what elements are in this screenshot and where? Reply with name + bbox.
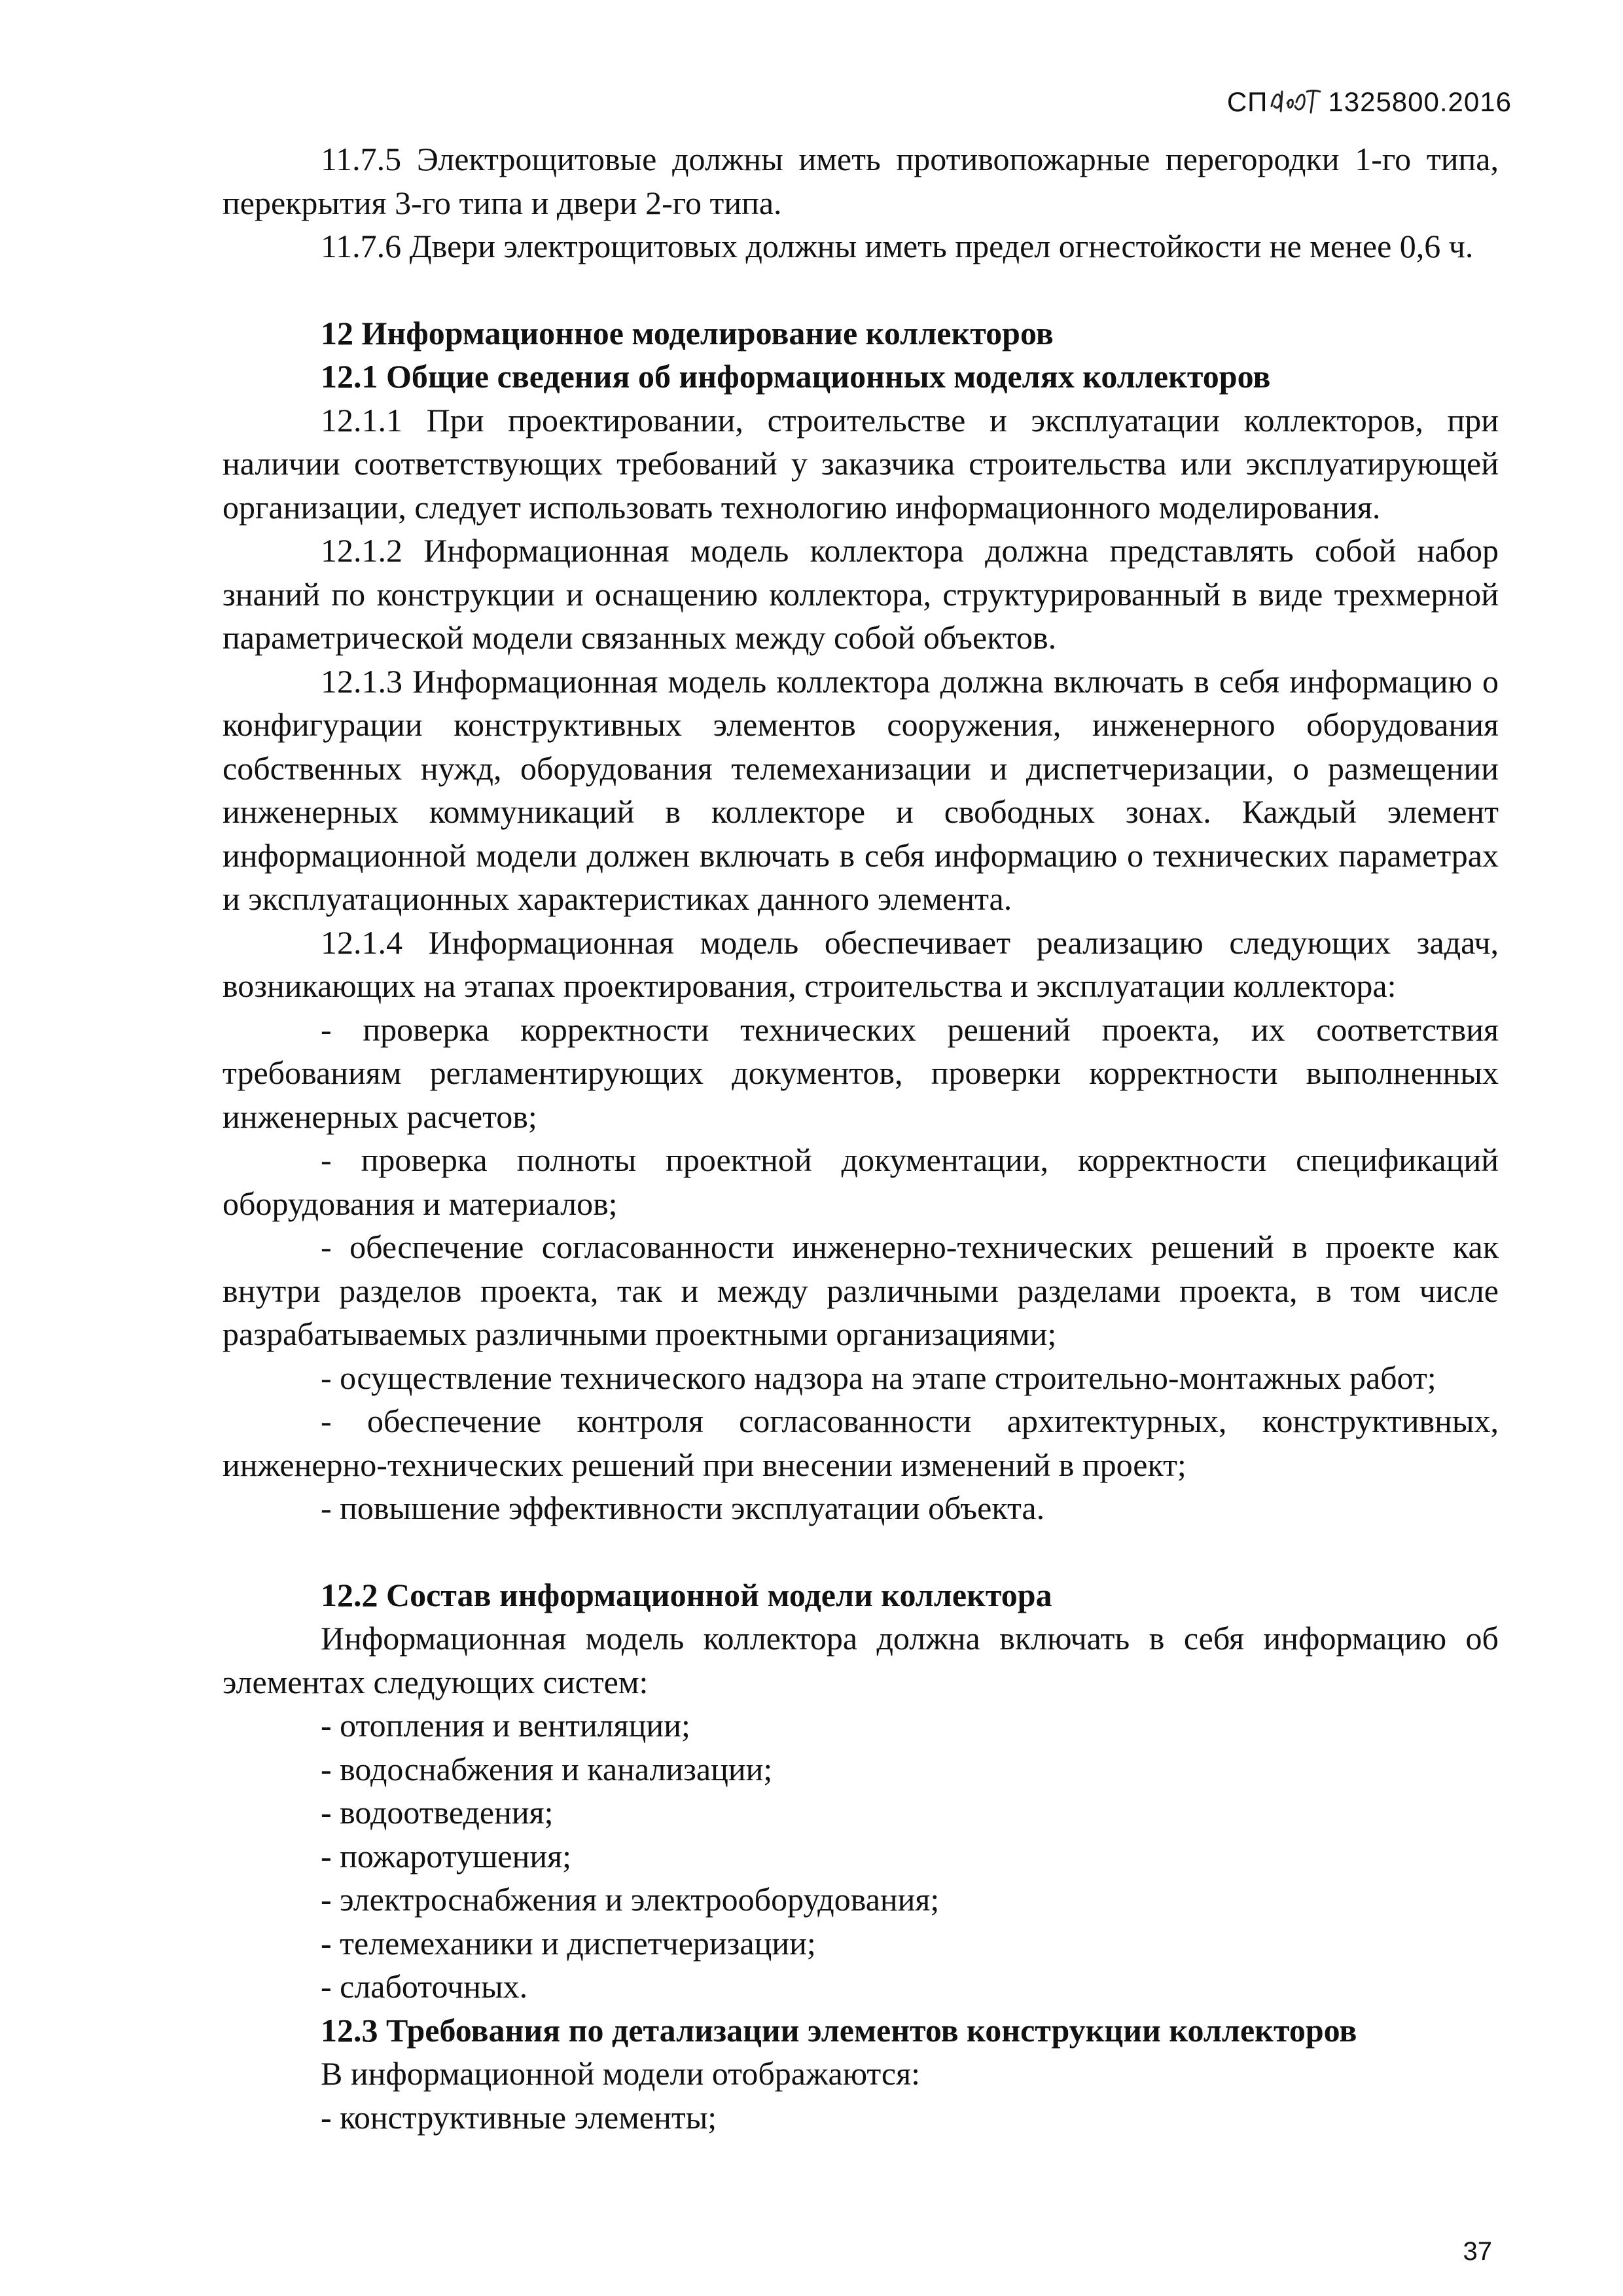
- paragraph-12-1-2: 12.1.2 Информационная модель коллектора должна представлять собой набор знаний по конструкции и оснащению коллектора, структурированный в виде трехмерной параметрической модели связанных между собой объектов.: [223, 532, 1499, 656]
- system-item: - слаботочных.: [321, 1968, 528, 2005]
- document-code-prefix: СП: [1226, 86, 1268, 117]
- section-heading-12-1: 12.1 Общие сведения об информационных моделях коллекторов: [321, 358, 1271, 395]
- section-heading-12: 12 Информационное моделирование коллекторов: [321, 314, 1054, 351]
- paragraph-11-7-6: 11.7.6 Двери электрощитовых должны иметь предел огнестойкости не менее 0,6 ч.: [321, 228, 1474, 264]
- section-heading-12-3: 12.3 Требования по детализации элементов конструкции коллекторов: [321, 2011, 1357, 2049]
- task-item: - обеспечение согласованности инженерно-технических решений в проекте как внутри разделов проекта, так и между различными разделами проекта, в том числе разрабатываемых различными проектными организациями;: [223, 1229, 1499, 1352]
- system-item: - отопления и вентиляции;: [321, 1707, 690, 1744]
- system-item: - водоснабжения и канализации;: [321, 1750, 773, 1787]
- task-item: - проверка корректности технических решений проекта, их соответствия требованиям регламентирующих документов, проверки корректности выполненных инженерных расчетов;: [223, 1011, 1499, 1135]
- page-number: 37: [1463, 2237, 1492, 2266]
- system-item: - пожаротушения;: [321, 1837, 572, 1874]
- system-item: - водоотведения;: [321, 1794, 554, 1831]
- paragraph-11-7-5: 11.7.5 Электрощитовые должны иметь противопожарные перегородки 1-го типа, перекрытия 3-го типа и двери 2-го типа.: [223, 141, 1499, 221]
- paragraph-12-1-3: 12.1.3 Информационная модель коллектора должна включать в себя информацию о конфигурации конструктивных элементов сооружения, инженерного оборудования собственных нужд, оборудования телемеханизации и диспетчеризации, о размещении инженерных коммуникаций в коллекторе и свободных зонах. Каждый элемент информационной модели должен включать в себя информацию о технических параметрах и эксплуатационных характеристиках данного элемента.: [223, 662, 1499, 917]
- section-heading-12-2: 12.2 Состав информационной модели коллектора: [321, 1576, 1052, 1613]
- paragraph-12-2: Информационная модель коллектора должна включать в себя информацию об элементах следующих систем:: [223, 1620, 1499, 1700]
- spacer: [223, 268, 1499, 312]
- detail-item: - конструктивные элементы;: [321, 2098, 717, 2136]
- task-item: - проверка полноты проектной документации, корректности спецификаций оборудования и материалов;: [223, 1141, 1499, 1222]
- task-item: - обеспечение контроля согласованности архитектурных, конструктивных, инженерно-технических решений при внесении изменений в проект;: [223, 1403, 1499, 1483]
- task-item: - повышение эффективности эксплуатации объекта.: [321, 1490, 1045, 1526]
- paragraph-12-1-1: 12.1.1 При проектировании, строительстве и эксплуатации коллекторов, при наличии соответствующих требований у заказчика строительства или эксплуатирующей организации, следует использовать технологию информационного моделирования.: [223, 401, 1499, 526]
- handwritten-number-mark: [1268, 86, 1328, 115]
- paragraph-12-1-4: 12.1.4 Информационная модель обеспечивает реализацию следующих задач, возникающих на этапах проектирования, строительства и эксплуатации коллектора:: [223, 924, 1499, 1004]
- task-item: - осуществление технического надзора на этапе строительно-монтажных работ;: [321, 1359, 1436, 1396]
- system-item: - электроснабжения и электрооборудования;: [321, 1881, 940, 1918]
- paragraph-12-3: В информационной модели отображаются:: [321, 2055, 920, 2092]
- document-body: [223, 137, 1499, 2139]
- document-code: [1227, 86, 1512, 118]
- system-item: - телемеханики и диспетчеризации;: [321, 1924, 816, 1962]
- document-code-suffix: 1325800.2016: [1328, 86, 1512, 117]
- spacer: [223, 1530, 1499, 1573]
